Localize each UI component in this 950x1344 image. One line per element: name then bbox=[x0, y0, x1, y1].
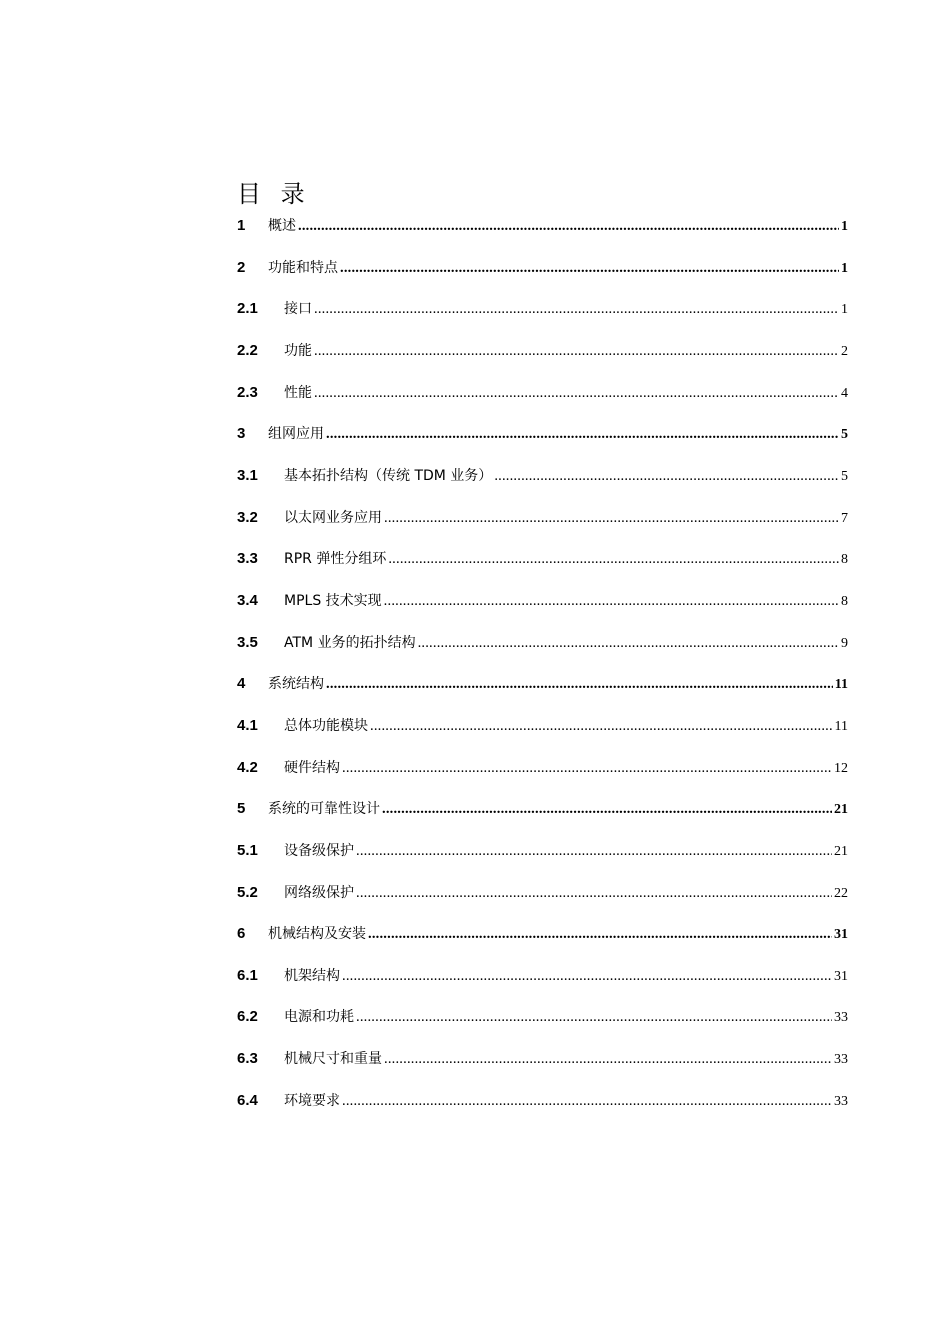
toc-entry-label: 组网应用 bbox=[268, 426, 324, 443]
toc-entry-number: 6.1 bbox=[237, 966, 258, 984]
toc-dot-leader bbox=[314, 289, 839, 331]
toc-entry-number: 3.1 bbox=[237, 466, 258, 484]
toc-entry-number: 3.3 bbox=[237, 550, 258, 568]
toc-entry[interactable] bbox=[237, 747, 848, 789]
toc-entry[interactable] bbox=[237, 913, 848, 955]
toc-entry[interactable] bbox=[237, 705, 848, 747]
toc-dot-leader bbox=[368, 914, 832, 956]
toc-entry-label: 机械尺寸和重量 bbox=[284, 1051, 382, 1068]
toc-entry[interactable] bbox=[237, 455, 848, 497]
toc-dot-leader bbox=[418, 623, 839, 665]
toc-entry-label: 功能 bbox=[284, 342, 312, 359]
toc-entry-label: 功能和特点 bbox=[268, 259, 338, 276]
toc-entry-page-number: 9 bbox=[841, 635, 848, 651]
toc-entry-label: MPLS 技术实现 bbox=[284, 592, 382, 609]
toc-entry-page-number: 8 bbox=[841, 552, 848, 568]
toc-entry-number: 2 bbox=[237, 258, 246, 276]
toc-entry[interactable] bbox=[237, 996, 848, 1038]
toc-entry[interactable] bbox=[237, 622, 848, 664]
toc-entry-label: 性能 bbox=[284, 384, 312, 401]
toc-entry-number: 3.2 bbox=[237, 508, 258, 526]
toc-entry-label: 基本拓扑结构（传统 TDM 业务） bbox=[284, 467, 493, 484]
toc-entry-label: ATM 业务的拓扑结构 bbox=[284, 634, 416, 651]
toc-entry[interactable] bbox=[237, 497, 848, 539]
toc-entry-number: 2.2 bbox=[237, 341, 258, 359]
toc-dot-leader bbox=[342, 1081, 832, 1123]
toc-entry[interactable] bbox=[237, 872, 848, 914]
toc-dot-leader bbox=[298, 206, 839, 248]
toc-entry-label: 接口 bbox=[284, 301, 312, 318]
toc-dot-leader bbox=[356, 873, 832, 915]
toc-entry[interactable] bbox=[237, 205, 848, 247]
toc-entry-page-number: 5 bbox=[841, 468, 848, 484]
toc-entry-page-number: 21 bbox=[834, 802, 848, 818]
toc-entry-page-number: 12 bbox=[834, 760, 848, 776]
toc-entry-label: 机械结构及安装 bbox=[268, 926, 366, 943]
toc-dot-leader bbox=[326, 414, 839, 456]
toc-entry[interactable] bbox=[237, 955, 848, 997]
toc-entry-number: 3.4 bbox=[237, 591, 258, 609]
toc-dot-leader bbox=[342, 956, 832, 998]
toc-entry-number: 3 bbox=[237, 425, 246, 443]
toc-entry-page-number: 22 bbox=[834, 885, 848, 901]
toc-entry-label: 系统结构 bbox=[268, 676, 324, 693]
toc-entry[interactable] bbox=[237, 1080, 848, 1122]
toc-entry-number: 6.3 bbox=[237, 1050, 258, 1068]
toc-entry[interactable] bbox=[237, 580, 848, 622]
toc-entry-page-number: 11 bbox=[834, 677, 848, 693]
toc-entry-number: 6 bbox=[237, 925, 246, 943]
toc-dot-leader bbox=[326, 664, 833, 706]
toc-entry-number: 5.2 bbox=[237, 883, 258, 901]
page-title: 目 录 bbox=[237, 180, 311, 209]
toc-entry-label: 设备级保护 bbox=[284, 842, 354, 859]
toc-entry-page-number: 33 bbox=[834, 1010, 848, 1026]
toc-entry[interactable] bbox=[237, 663, 848, 705]
toc-entry-page-number: 11 bbox=[834, 718, 848, 734]
toc-entry[interactable] bbox=[237, 288, 848, 330]
toc-entry-page-number: 1 bbox=[841, 260, 848, 276]
toc-entry[interactable] bbox=[237, 1038, 848, 1080]
toc-entry-label: 总体功能模块 bbox=[284, 717, 368, 734]
toc-entry-number: 4.1 bbox=[237, 716, 258, 734]
toc-dot-leader bbox=[340, 248, 839, 290]
toc-entry[interactable] bbox=[237, 538, 848, 580]
toc-entry-page-number: 1 bbox=[841, 219, 848, 234]
toc-entry-number: 1 bbox=[237, 217, 246, 234]
toc-entry-page-number: 31 bbox=[834, 927, 848, 943]
toc-entry-label: RPR 弹性分组环 bbox=[284, 551, 387, 568]
toc-entry-number: 2.3 bbox=[237, 383, 258, 401]
toc-entry-page-number: 7 bbox=[841, 510, 848, 526]
toc-entry-page-number: 33 bbox=[834, 1093, 848, 1109]
toc-entry[interactable] bbox=[237, 330, 848, 372]
toc-dot-leader bbox=[384, 498, 839, 540]
toc-dot-leader bbox=[384, 581, 839, 623]
toc-dot-leader bbox=[356, 997, 832, 1039]
toc-entry-label: 以太网业务应用 bbox=[284, 509, 382, 526]
toc-entry-label: 系统的可靠性设计 bbox=[268, 801, 380, 818]
toc-entry[interactable] bbox=[237, 413, 848, 455]
toc-entry-page-number: 5 bbox=[841, 427, 848, 443]
toc-entry[interactable] bbox=[237, 788, 848, 830]
toc-dot-leader bbox=[494, 456, 839, 498]
toc-entry-number: 2.1 bbox=[237, 300, 258, 318]
toc-dot-leader bbox=[314, 373, 839, 415]
toc-entry-page-number: 33 bbox=[834, 1052, 848, 1068]
toc-entry[interactable] bbox=[237, 830, 848, 872]
toc-entry-label: 概述 bbox=[268, 218, 296, 234]
toc-entry[interactable] bbox=[237, 247, 848, 289]
toc-dot-leader bbox=[342, 748, 832, 790]
toc-entry-page-number: 8 bbox=[841, 593, 848, 609]
toc-entry-page-number: 1 bbox=[841, 302, 848, 318]
toc-entry-number: 6.2 bbox=[237, 1008, 258, 1026]
toc-entry-number: 6.4 bbox=[237, 1091, 258, 1109]
toc-entry-page-number: 4 bbox=[841, 385, 848, 401]
toc-entry-page-number: 31 bbox=[834, 968, 848, 984]
toc-dot-leader bbox=[384, 1039, 832, 1081]
toc-dot-leader bbox=[370, 706, 833, 748]
toc-entry-number: 4 bbox=[237, 675, 246, 693]
table-of-contents bbox=[237, 205, 848, 1121]
toc-dot-leader bbox=[356, 831, 832, 873]
toc-dot-leader bbox=[314, 331, 839, 373]
toc-entry-number: 5 bbox=[237, 800, 246, 818]
toc-dot-leader bbox=[388, 539, 839, 581]
toc-entry-label: 环境要求 bbox=[284, 1092, 340, 1109]
toc-entry-label: 硬件结构 bbox=[284, 759, 340, 776]
toc-entry-label: 机架结构 bbox=[284, 967, 340, 984]
toc-entry[interactable] bbox=[237, 372, 848, 414]
toc-dot-leader bbox=[382, 789, 832, 831]
toc-entry-page-number: 2 bbox=[841, 343, 848, 359]
toc-entry-page-number: 21 bbox=[834, 843, 848, 859]
toc-entry-label: 网络级保护 bbox=[284, 884, 354, 901]
toc-entry-label: 电源和功耗 bbox=[284, 1009, 354, 1026]
toc-entry-number: 4.2 bbox=[237, 758, 258, 776]
toc-entry-number: 5.1 bbox=[237, 841, 258, 859]
toc-entry-number: 3.5 bbox=[237, 633, 258, 651]
